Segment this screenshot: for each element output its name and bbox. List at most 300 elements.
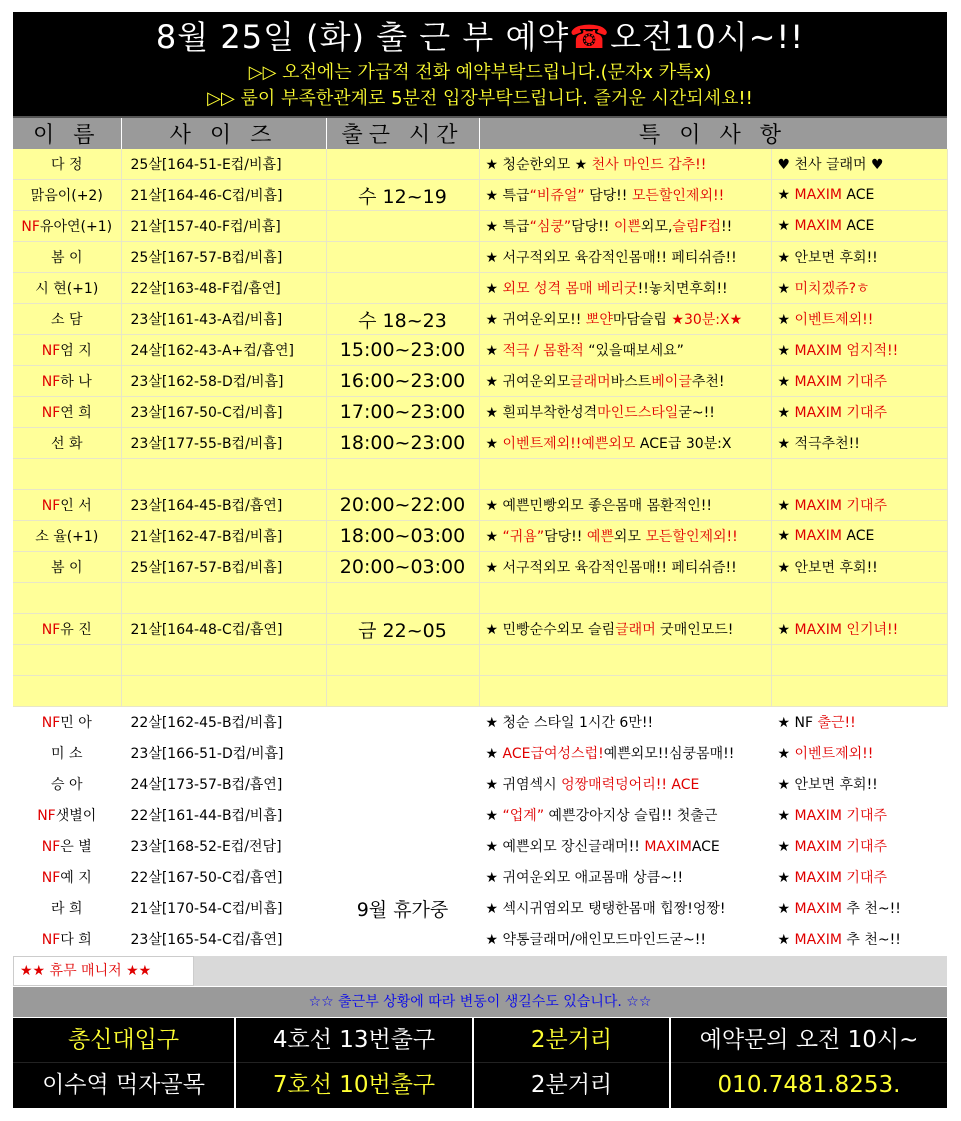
note-segment: 마인드스타일	[597, 405, 679, 421]
note-segment: 이쁜	[613, 219, 641, 235]
staff-size: 21살[162-47-B컵/비흡]	[121, 521, 326, 552]
column-header-name: 이 름	[13, 118, 121, 149]
staff-note	[479, 893, 771, 924]
note-segment: !!	[721, 219, 733, 235]
staff-name-text: 유아연(+1)	[39, 219, 113, 235]
note-segment: ♥ 천사 글래머 ♥	[777, 157, 884, 173]
note-segment: 추 천~!!	[841, 901, 901, 917]
staff-size: 25살[164-51-E컵/비흡]	[121, 149, 326, 180]
note-segment: ★ 귀여운외모!!	[485, 312, 586, 328]
station-exit: 7호선 10번출구	[272, 1072, 436, 1098]
page-title	[13, 12, 947, 60]
staff-tag	[771, 180, 947, 211]
note-segment: ★	[777, 218, 795, 234]
work-time	[326, 769, 479, 800]
staff-size: 21살[164-48-C컵/흡연]	[121, 614, 326, 645]
note-segment: 외모	[613, 529, 646, 545]
staff-name	[13, 645, 121, 676]
staff-note	[479, 552, 771, 583]
staff-note	[479, 645, 771, 676]
staff-tag	[771, 583, 947, 614]
table-row	[13, 614, 947, 645]
staff-name	[13, 273, 121, 304]
staff-name	[13, 862, 121, 893]
note-segment: ★ 서구적외모 육감적인몸매!! 페티쉬즘!!	[485, 250, 737, 266]
location-footer	[13, 1018, 947, 1108]
note-segment: 담당!!	[544, 529, 587, 545]
staff-tag	[771, 428, 947, 459]
note-segment: 미치겠쥬?ㅎ	[794, 281, 870, 297]
staff-size: 23살[167-50-C컵/비흡]	[121, 397, 326, 428]
staff-note	[479, 273, 771, 304]
note-segment: ★30분:X★	[671, 312, 743, 328]
table-row	[13, 397, 947, 428]
work-time	[326, 242, 479, 273]
work-time: 18:00~03:00	[326, 521, 479, 552]
note-segment: ★ 흰피부착한성격	[485, 405, 598, 421]
staff-name	[13, 676, 121, 707]
note-segment: 예쁜강아지상 슬립!! 첫출근	[544, 808, 718, 824]
staff-tag	[771, 211, 947, 242]
note-segment: MAXIM	[644, 839, 692, 855]
note-segment: ★	[777, 281, 795, 297]
off-duty-label: ★★ 휴무 매니저 ★★	[13, 956, 194, 986]
staff-tag	[771, 521, 947, 552]
staff-tag	[771, 366, 947, 397]
staff-tag	[771, 459, 947, 490]
note-segment: ★	[777, 374, 795, 390]
table-row	[13, 273, 947, 304]
phone-icon: ☎	[569, 18, 611, 56]
work-time: 20:00~03:00	[326, 552, 479, 583]
staff-tag	[771, 614, 947, 645]
note-segment: “비쥬얼”	[529, 188, 585, 204]
work-time	[326, 924, 479, 955]
note-segment: 엉짱매력덩어리!! ACE	[561, 777, 700, 793]
nf-badge: NF	[41, 870, 61, 886]
note-segment: ACE급 30분:X	[635, 436, 732, 452]
work-time: 18:00~23:00	[326, 428, 479, 459]
staff-name-text: 다 정	[51, 157, 83, 173]
note-segment: ACE	[691, 839, 720, 855]
note-segment: 담당!!	[584, 188, 632, 204]
note-segment: ★ 청순 스타일 1시간 6만!!	[485, 715, 654, 731]
staff-tag	[771, 831, 947, 862]
note-segment: ACE급여성스럽!	[502, 746, 604, 762]
note-segment: ACE	[841, 528, 875, 544]
note-segment: ACE	[841, 218, 875, 234]
note-segment: MAXIM	[794, 187, 842, 203]
staff-note	[479, 180, 771, 211]
note-segment: MAXIM 엄지적!!	[794, 343, 899, 359]
staff-size: 24살[162-43-A+컵/흡연]	[121, 335, 326, 366]
staff-name-text: 다 희	[60, 932, 92, 948]
staff-name	[13, 149, 121, 180]
staff-size: 21살[170-54-C컵/비흡]	[121, 893, 326, 924]
table-row	[13, 490, 947, 521]
staff-tag	[771, 645, 947, 676]
staff-name	[13, 924, 121, 955]
table-row	[13, 180, 947, 211]
staff-name-text: 은 별	[60, 839, 92, 855]
reservation-hours: 예약문의 오전 10시~	[699, 1027, 919, 1053]
staff-size: 23살[177-55-B컵/비흡]	[121, 428, 326, 459]
table-row	[13, 428, 947, 459]
staff-note	[479, 738, 771, 769]
table-row	[13, 645, 947, 676]
staff-note	[479, 211, 771, 242]
nf-badge: NF	[41, 932, 61, 948]
note-segment: 이벤트제외!!	[794, 312, 874, 328]
note-segment: ★ 안보면 후회!!	[777, 250, 878, 266]
work-time	[326, 149, 479, 180]
note-segment: ★ NF	[777, 715, 818, 731]
staff-size	[121, 583, 326, 614]
staff-name	[13, 428, 121, 459]
work-time	[326, 645, 479, 676]
page-header	[13, 12, 947, 118]
note-segment: ★ 안보면 후회!!	[777, 777, 878, 793]
note-segment: 베이글	[651, 374, 692, 390]
staff-note	[479, 397, 771, 428]
work-time: 금 22~05	[326, 614, 479, 645]
staff-tag	[771, 738, 947, 769]
note-segment: ★	[777, 622, 795, 638]
note-segment: ★	[777, 528, 795, 544]
staff-name	[13, 242, 121, 273]
note-segment: !!놓치면후회!!	[637, 281, 728, 297]
note-segment: 이벤트제외!!	[794, 746, 874, 762]
title-text-suffix: 오전10시~!!	[610, 18, 805, 56]
staff-note	[479, 459, 771, 490]
table-row	[13, 521, 947, 552]
table-row	[13, 769, 947, 800]
staff-size: 23살[166-51-D컵/비흡]	[121, 738, 326, 769]
table-row	[13, 304, 947, 335]
notice-arrival: ▷▷ 룸이 부족한관계로 5분전 입장부탁드립니다. 즐거운 시간되세요!!	[207, 88, 753, 109]
staff-name	[13, 707, 121, 738]
phone-number[interactable]: 010.7481.8253.	[717, 1072, 901, 1098]
staff-size: 22살[167-50-C컵/흡연]	[121, 862, 326, 893]
note-segment: ★	[777, 498, 795, 514]
staff-size: 23살[161-43-A컵/비흡]	[121, 304, 326, 335]
note-segment: ★ 청순한외모 ★	[485, 157, 592, 173]
staff-name-text: 엄 지	[60, 343, 92, 359]
nf-badge: NF	[21, 219, 40, 235]
table-row	[13, 211, 947, 242]
nf-badge: NF	[41, 343, 61, 359]
note-segment: “업계”	[502, 808, 545, 824]
note-segment: 이벤트제외!!예쁜외모	[502, 436, 636, 452]
staff-tag	[771, 707, 947, 738]
note-segment: MAXIM 인기녀!!	[794, 622, 899, 638]
note-segment: ★	[485, 529, 503, 545]
station-distance: 2분거리	[530, 1027, 613, 1053]
work-time: 수 18~23	[326, 304, 479, 335]
nf-badge: NF	[41, 622, 61, 638]
staff-note	[479, 583, 771, 614]
staff-name-text: 시 현(+1)	[35, 281, 99, 297]
staff-name-text: 선 화	[51, 436, 83, 452]
note-segment: MAXIM	[794, 218, 842, 234]
note-segment: ★	[777, 901, 795, 917]
staff-name-text: 승 아	[51, 777, 83, 793]
staff-size: 23살[165-54-C컵/흡연]	[121, 924, 326, 955]
staff-note	[479, 800, 771, 831]
staff-size	[121, 459, 326, 490]
table-header	[13, 118, 947, 149]
note-segment: ★	[485, 808, 503, 824]
note-segment: 모든할인제외!!	[645, 529, 738, 545]
work-time	[326, 800, 479, 831]
work-time: 20:00~22:00	[326, 490, 479, 521]
note-segment: ★	[485, 343, 503, 359]
note-segment: 담당!!	[571, 219, 614, 235]
note-segment: ★ 특급	[485, 188, 530, 204]
note-segment: MAXIM 기대주	[794, 808, 887, 824]
work-time	[326, 862, 479, 893]
column-header-notes: 특 이 사 항	[479, 118, 947, 149]
station-distance: 2분거리	[530, 1072, 613, 1098]
nf-badge: NF	[41, 405, 61, 421]
note-segment: ★	[777, 187, 795, 203]
staff-name	[13, 800, 121, 831]
note-segment: 뽀얀	[585, 312, 613, 328]
note-segment: MAXIM	[794, 932, 842, 948]
notice-call: ▷▷ 오전에는 가급적 전화 예약부탁드립니다.(문자x 카톡x)	[248, 62, 712, 83]
staff-size: 22살[162-45-B컵/비흡]	[121, 707, 326, 738]
table-row	[13, 335, 947, 366]
note-segment: ★	[777, 312, 795, 328]
table-row	[13, 800, 947, 831]
staff-name-text: 유 진	[60, 622, 92, 638]
staff-tag	[771, 800, 947, 831]
station-name: 총신대입구	[67, 1027, 180, 1053]
staff-size: 23살[168-52-E컵/전담]	[121, 831, 326, 862]
staff-name	[13, 521, 121, 552]
work-time	[326, 676, 479, 707]
note-segment: 글래머	[570, 374, 611, 390]
note-segment: ★ 특급	[485, 219, 530, 235]
table-row	[13, 707, 947, 738]
note-segment: ★ 귀여운외모	[485, 374, 571, 390]
off-duty-bar	[13, 955, 947, 986]
staff-name-text: 인 서	[60, 498, 92, 514]
table-row	[13, 242, 947, 273]
work-time	[326, 831, 479, 862]
schedule-page	[13, 12, 947, 1108]
staff-name	[13, 769, 121, 800]
note-segment: MAXIM 기대주	[794, 374, 887, 390]
staff-note	[479, 924, 771, 955]
staff-name	[13, 552, 121, 583]
table-row	[13, 893, 947, 924]
note-segment: 바스트	[610, 374, 652, 390]
staff-note	[479, 490, 771, 521]
table-row	[13, 583, 947, 614]
note-segment: 추천!	[691, 374, 725, 390]
column-header-time: 출근 시간	[326, 118, 479, 149]
staff-tag	[771, 490, 947, 521]
staff-note	[479, 428, 771, 459]
note-segment: ★ 서구적외모 육감적인몸매!! 페티쉬즘!!	[485, 560, 737, 576]
staff-name-text: 소 담	[51, 312, 83, 328]
note-segment: ★	[777, 808, 795, 824]
staff-tag	[771, 769, 947, 800]
staff-name-text: 예 지	[60, 870, 92, 886]
note-segment: 모든할인제외!!	[631, 188, 725, 204]
work-time	[326, 273, 479, 304]
note-segment: 천사 마인드 갑추!!	[591, 157, 707, 173]
note-segment: ★ 예쁜민빵외모 좋은몸매 몸환적인!!	[485, 498, 712, 514]
staff-tag	[771, 676, 947, 707]
note-segment: “심쿵”	[529, 219, 572, 235]
note-segment: 출근!!	[817, 715, 856, 731]
staff-size	[121, 645, 326, 676]
note-segment: ★ 약통글래머/애인모드마인드굳~!!	[485, 932, 706, 948]
staff-note	[479, 862, 771, 893]
note-segment: ★ 민빵순수외모 슬림	[485, 622, 616, 638]
staff-note	[479, 614, 771, 645]
work-time	[326, 459, 479, 490]
staff-tag	[771, 304, 947, 335]
note-segment: ★ 귀여운외모 애교몸매 상큼~!!	[485, 870, 684, 886]
staff-note	[479, 335, 771, 366]
work-time: 17:00~23:00	[326, 397, 479, 428]
work-time	[326, 211, 479, 242]
staff-name	[13, 304, 121, 335]
staff-size: 21살[164-46-C컵/비흡]	[121, 180, 326, 211]
note-segment: “귀욤”	[502, 529, 545, 545]
station-name: 이수역 먹자골목	[42, 1072, 205, 1098]
staff-name	[13, 490, 121, 521]
table-row	[13, 738, 947, 769]
staff-size	[121, 676, 326, 707]
work-time: 수 12~19	[326, 180, 479, 211]
staff-tag	[771, 397, 947, 428]
note-segment: 외모 성격 몸매 베리굿	[502, 281, 638, 297]
note-segment: MAXIM 기대주	[794, 839, 887, 855]
staff-tag	[771, 862, 947, 893]
staff-note	[479, 149, 771, 180]
note-segment: 외모,	[640, 219, 673, 235]
note-segment: ★ 귀염섹시	[485, 777, 562, 793]
note-segment: 글래머	[615, 622, 656, 638]
staff-name	[13, 397, 121, 428]
note-segment: MAXIM 기대주	[794, 405, 887, 421]
staff-name-text: 하 나	[60, 374, 92, 390]
staff-name	[13, 211, 121, 242]
staff-name	[13, 335, 121, 366]
staff-note	[479, 769, 771, 800]
staff-size: 22살[161-44-B컵/비흡]	[121, 800, 326, 831]
staff-note	[479, 304, 771, 335]
nf-badge: NF	[37, 808, 56, 824]
staff-note	[479, 242, 771, 273]
note-segment: ★	[485, 746, 503, 762]
work-time: 9월 휴가중	[326, 893, 479, 924]
note-segment: ★ 예쁜외모 장신글래머!!	[485, 839, 645, 855]
note-segment: MAXIM 기대주	[794, 498, 887, 514]
staff-size: 25살[167-57-B컵/비흡]	[121, 552, 326, 583]
title-text: 8월 25일 (화) 출 근 부 예약	[155, 18, 570, 56]
note-segment: ★ 적극추천!!	[777, 436, 860, 452]
note-segment: ★	[777, 343, 795, 359]
column-header-size: 사 이 즈	[121, 118, 326, 149]
note-segment: 예쁜	[586, 529, 614, 545]
note-segment: MAXIM	[794, 528, 842, 544]
work-time	[326, 583, 479, 614]
staff-name	[13, 459, 121, 490]
change-notice: ☆☆ 출근부 상황에 따라 변동이 생길수도 있습니다. ☆☆	[13, 986, 947, 1017]
table-row	[13, 366, 947, 397]
note-segment: MAXIM	[794, 901, 842, 917]
staff-size: 25살[167-57-B컵/비흡]	[121, 242, 326, 273]
staff-size: 23살[162-58-D컵/비흡]	[121, 366, 326, 397]
staff-name	[13, 893, 121, 924]
note-segment: MAXIM 기대주	[794, 870, 887, 886]
staff-size: 22살[163-48-F컵/흡연]	[121, 273, 326, 304]
note-segment: 굳~!!	[678, 405, 715, 421]
nf-badge: NF	[41, 715, 61, 731]
note-segment: 굿매인모드!	[655, 622, 734, 638]
staff-name-text: 연 희	[60, 405, 92, 421]
staff-note	[479, 366, 771, 397]
note-segment: ★	[485, 436, 503, 452]
note-segment: ★	[777, 746, 795, 762]
work-time	[326, 738, 479, 769]
table-row	[13, 552, 947, 583]
staff-tag	[771, 335, 947, 366]
note-segment: “있을때보세요”	[583, 343, 684, 359]
work-time	[326, 707, 479, 738]
staff-name	[13, 366, 121, 397]
station-exit: 4호선 13번출구	[272, 1027, 436, 1053]
work-time: 16:00~23:00	[326, 366, 479, 397]
staff-name-text: 봄 이	[51, 250, 83, 266]
table-row	[13, 676, 947, 707]
note-segment: 추 천~!!	[841, 932, 901, 948]
note-segment: ACE	[841, 187, 875, 203]
note-segment: 마담슬립	[612, 312, 672, 328]
table-row	[13, 459, 947, 490]
staff-name	[13, 583, 121, 614]
note-segment: 적극 / 몸환적	[502, 343, 584, 359]
staff-name-text: 소 율(+1)	[35, 529, 99, 545]
schedule-table	[13, 118, 948, 955]
staff-note	[479, 521, 771, 552]
note-segment: 예쁜외모!!심쿵몸매!!	[603, 746, 735, 762]
staff-tag	[771, 893, 947, 924]
staff-name-text: 샛별이	[55, 808, 97, 824]
staff-name-text: 미 소	[51, 746, 83, 762]
staff-size: 23살[164-45-B컵/흡연]	[121, 490, 326, 521]
note-segment: ★ 안보면 후회!!	[777, 560, 878, 576]
staff-tag	[771, 242, 947, 273]
staff-name-text: 민 아	[60, 715, 92, 731]
staff-note	[479, 676, 771, 707]
staff-note	[479, 707, 771, 738]
nf-badge: NF	[41, 839, 61, 855]
nf-badge: NF	[41, 498, 61, 514]
table-row	[13, 924, 947, 955]
table-row	[13, 862, 947, 893]
staff-tag	[771, 273, 947, 304]
note-segment: ★	[777, 405, 795, 421]
nf-badge: NF	[41, 374, 61, 390]
note-segment: ★	[777, 870, 795, 886]
staff-name-text: 라 희	[51, 901, 83, 917]
